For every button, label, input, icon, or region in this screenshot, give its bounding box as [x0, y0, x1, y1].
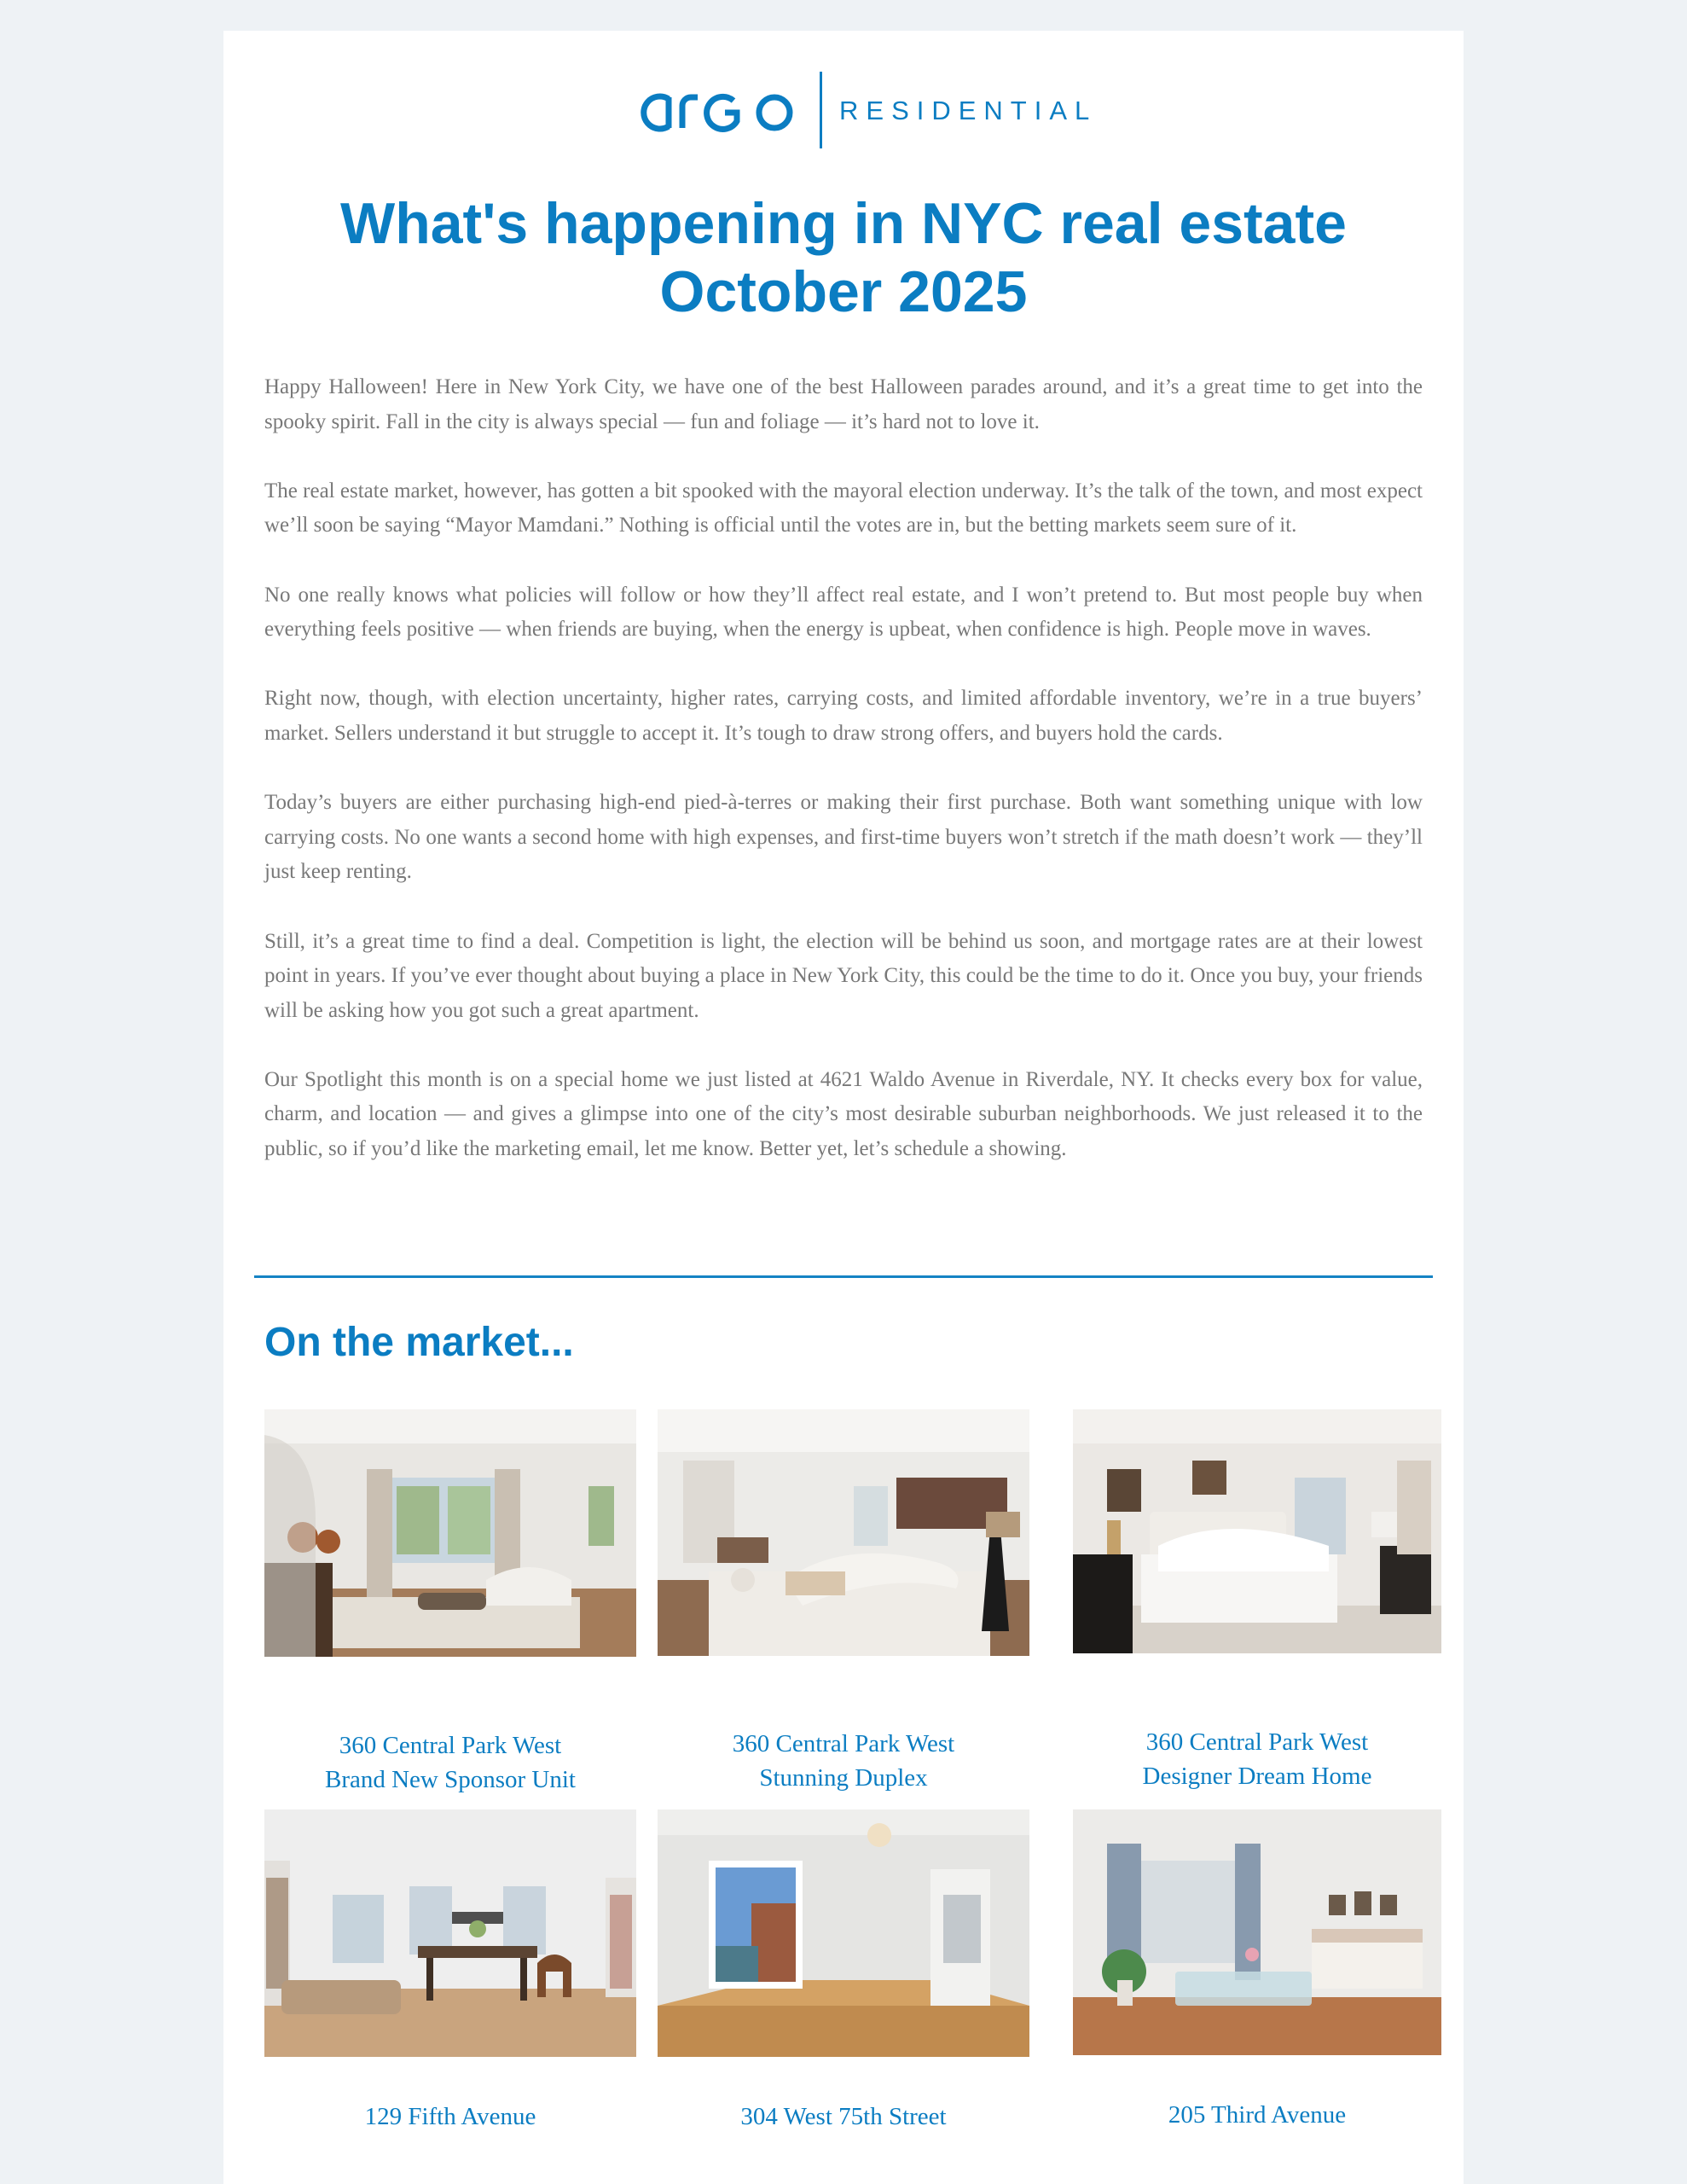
dining-room-photo[interactable] [264, 1809, 636, 2057]
listing-caption[interactable] [264, 1728, 636, 1797]
on-the-market-heading: On the market... [264, 1320, 574, 1365]
listing-address: 360 Central Park West [339, 1732, 562, 1759]
listing-caption[interactable] [1073, 1725, 1441, 1793]
listing-tagline: Designer Dream Home [1142, 1763, 1372, 1790]
body-paragraph: Our Spotlight this month is on a special home we just listed at 4621 Waldo Avenue in Riverdale, NY. It checks every box for value, charm, and location — and gives a glimpse into one of the city’s most desirable suburban neighborhoods. We just released it to the public, so if you’d like the marketing email, let me know. Better yet, let’s schedule a showing. [264, 1067, 1423, 1161]
listing-tagline: Stunning Duplex [759, 1764, 928, 1792]
listing-address: 129 Fifth Avenue [364, 2103, 536, 2130]
listing-caption[interactable] [658, 1727, 1029, 1795]
listing-address: 304 West 75th Street [740, 2103, 947, 2130]
newsletter-body [264, 370, 1423, 1201]
listing-address: 360 Central Park West [732, 1730, 955, 1757]
listing-card[interactable] [1073, 1409, 1441, 1802]
argo-residential-logo[interactable] [638, 72, 1098, 150]
listing-card[interactable] [658, 1809, 1029, 2168]
listing-card[interactable] [1073, 1809, 1441, 2168]
body-paragraph: Right now, though, with election uncertainty, higher rates, carrying costs, and limited affordable inventory, we’re in a true buyers’ market. Sellers understand it but struggle to accept it. It’s tough to draw strong offers, and buyers hold the cards. [264, 687, 1423, 745]
title-line-1: What's happening in NYC real estate [340, 191, 1347, 256]
body-paragraph: Happy Halloween! Here in New York City, we have one of the best Halloween parades around, and it’s a great time to get into the spooky spirit. Fall in the city is always special — fun and foliage — it’s hard not to love it. [264, 375, 1423, 433]
body-paragraph: The real estate market, however, has gotten a bit spooked with the mayoral election underway. It’s the talk of the town, and most expect we’ll soon be saying “Mayor Mamdani.” Nothing is official until the votes are in, but the betting markets seem sure of it. [264, 479, 1423, 537]
logo-divider [820, 72, 822, 148]
section-divider [254, 1275, 1433, 1278]
newsletter-page [223, 31, 1464, 2184]
listing-address: 360 Central Park West [1145, 1728, 1369, 1756]
listing-caption[interactable] [264, 2100, 636, 2134]
living-room-photo[interactable] [264, 1409, 636, 1657]
bedroom-photo[interactable] [1073, 1409, 1441, 1653]
empty-room-photo[interactable] [658, 1809, 1029, 2057]
listing-address: 205 Third Avenue [1168, 2101, 1347, 2129]
living-room-photo[interactable] [658, 1409, 1029, 1656]
listing-card[interactable] [264, 1409, 636, 1802]
studio-dining-photo[interactable] [1073, 1809, 1441, 2055]
title-line-2: October 2025 [659, 259, 1028, 324]
listing-tagline: Brand New Sponsor Unit [324, 1766, 576, 1793]
logo-subtitle: RESIDENTIAL [839, 96, 1098, 125]
listing-caption[interactable] [1073, 2098, 1441, 2132]
body-paragraph: No one really knows what policies will follow or how they’ll affect real estate, and I won’t pretend to. But most people buy when everything feels positive — when friends are buying, when the energy is upbeat, when confidence is high. People move in waves. [264, 583, 1423, 642]
listing-card[interactable] [264, 1809, 636, 2168]
listing-caption[interactable] [658, 2100, 1029, 2134]
listing-card[interactable] [658, 1409, 1029, 1802]
logo-wordmark [638, 82, 809, 154]
newsletter-title [275, 189, 1412, 326]
body-paragraph: Still, it’s a great time to find a deal. Competition is light, the election will be behind us soon, and mortgage rates are at their lowest point in years. If you’ve ever thought about buying a place in New York City, this could be the time to do it. Once you buy, your friends will be asking how you got such a great apartment. [264, 929, 1423, 1022]
argo-wordmark-graphic [638, 82, 809, 143]
body-paragraph: Today’s buyers are either purchasing high-end pied-à-terres or making their first purchase. Both want something unique with low carrying costs. No one wants a second home with high expenses, and first-time buyers won’t stretch if the math doesn’t work — they’ll just keep renting. [264, 791, 1423, 884]
